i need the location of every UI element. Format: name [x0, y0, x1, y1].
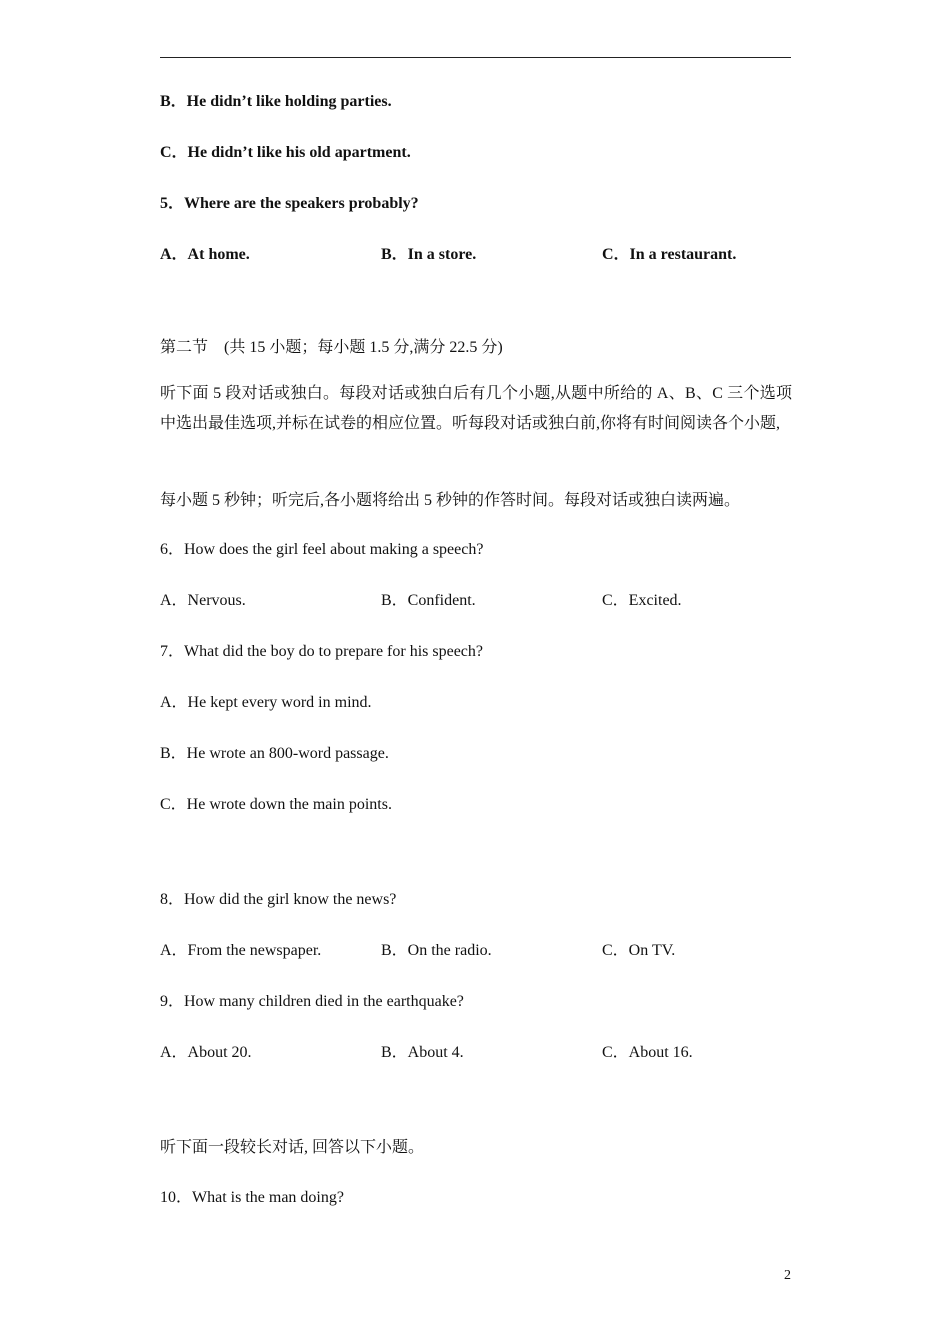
q5-option-a: A．At home. — [160, 246, 250, 263]
q9-option-b: B．About 4. — [381, 1044, 464, 1061]
long-dialogue-instruction: 听下面一段较长对话, 回答以下小题。 — [160, 1139, 425, 1156]
q4-option-b: B．He didn’t like holding parties. — [160, 93, 392, 110]
q10-question: 10．What is the man doing? — [160, 1189, 344, 1206]
q5-question: 5．Where are the speakers probably? — [160, 195, 419, 212]
q4-option-c: C．He didn’t like his old apartment. — [160, 144, 411, 161]
q8-option-a: A．From the newspaper. — [160, 942, 322, 959]
q8-options — [160, 941, 791, 961]
section2-instruction-2: 每小题 5 秒钟；听完后,各小题将给出 5 秒钟的作答时间。每段对话或独白读两遍。 — [160, 492, 741, 509]
section2-heading: 第二节 (共 15 小题；每小题 1.5 分,满分 22.5 分) — [160, 339, 503, 356]
q7-option-c: C．He wrote down the main points. — [160, 796, 392, 813]
q7-question: 7．What did the boy do to prepare for his speech? — [160, 643, 484, 660]
q7-option-a: A．He kept every word in mind. — [160, 694, 372, 711]
section2-instruction-1: 听下面 5 段对话或独白。每段对话或独白后有几个小题,从题中所给的 A、B、C 三个选项中选出最佳选项,并标在试卷的相应位置。听每段对话或独白前,你将有时间阅读各个小题, — [160, 385, 792, 432]
q5-option-b: B．In a store. — [381, 246, 477, 263]
q8-question: 8．How did the girl know the news? — [160, 891, 397, 908]
q9-option-c: C．About 16. — [602, 1044, 693, 1061]
q6-question: 6．How does the girl feel about making a speech? — [160, 541, 484, 558]
q6-option-b: B．Confident. — [381, 592, 476, 609]
q7-option-b: B．He wrote an 800-word passage. — [160, 745, 389, 762]
q6-option-c: C．Excited. — [602, 592, 682, 609]
q9-options — [160, 1043, 791, 1063]
q5-option-c: C．In a restaurant. — [602, 246, 737, 263]
q6-option-a: A．Nervous. — [160, 592, 246, 609]
q5-options — [160, 245, 791, 265]
q9-option-a: A．About 20. — [160, 1044, 252, 1061]
q9-question: 9．How many children died in the earthquake? — [160, 993, 464, 1010]
q8-option-b: B．On the radio. — [381, 942, 492, 959]
q8-option-c: C．On TV. — [602, 942, 676, 959]
page-number: 2 — [784, 1268, 791, 1283]
header-rule — [160, 57, 791, 58]
q6-options — [160, 591, 791, 611]
